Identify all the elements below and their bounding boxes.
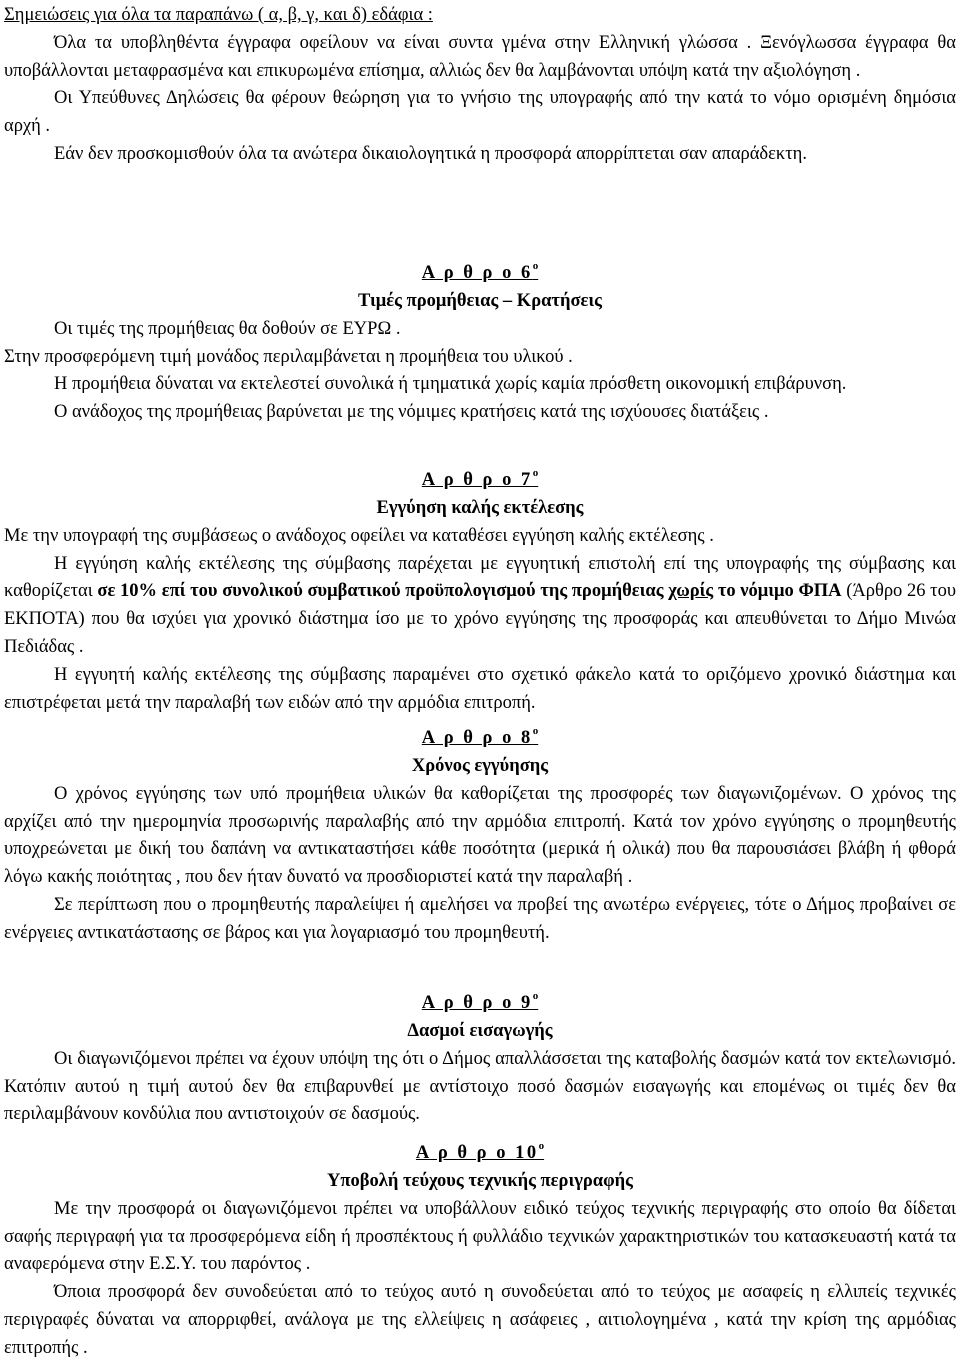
article-10-ordinal: ο bbox=[538, 1140, 545, 1152]
article-7-number: Α ρ θ ρ ο 7 bbox=[421, 470, 533, 491]
article-7-title: Εγγύηση καλής εκτέλεσης bbox=[376, 497, 584, 518]
article-7-section bbox=[4, 462, 956, 717]
article-8-heading bbox=[4, 720, 956, 753]
article-8-number: Α ρ θ ρ ο 8 bbox=[421, 728, 533, 749]
article-7-ordinal: ο bbox=[532, 467, 539, 479]
article-8-section bbox=[4, 720, 956, 948]
article-9-ordinal: ο bbox=[532, 990, 539, 1002]
article-6-paragraph-3: Η προμήθεια δύναται να εκτελεστεί συνολικά ή τμηματικά χωρίς καμία πρόσθετη οικονομική επιβάρυνση. bbox=[54, 374, 847, 395]
article-6-ordinal: ο bbox=[532, 260, 539, 272]
notes-paragraph-3: Εάν δεν προσκομισθούν όλα τα ανώτερα δικαιολογητικά η προσφορά απορρίπτεται σαν απαράδεκτη. bbox=[54, 143, 807, 164]
notes-paragraph-2: Οι Υπεύθυνες Δηλώσεις θα φέρουν θεώρηση για το γνήσιο της υπογραφής από την κατά το νόμο ορισμένη δημόσια αρχή . bbox=[4, 88, 956, 137]
article-10-section bbox=[4, 1135, 956, 1363]
article-7-p2-bold-guarantee: σε 10% επί του συνολικού συμβατικού προϋπολογισμού της προμήθειας bbox=[97, 581, 669, 602]
article-8-paragraph-2: Σε περίπτωση που ο προμηθευτής παραλείψει ή αμελήσει να προβεί της ανωτέρω ενέργειες, τότε ο Δήμος προβαίνει σε ενέργειες αντικατάστασης σε βάρος και για λογαριασμό του προμηθευτή. bbox=[4, 894, 956, 943]
notes-heading: Σημειώσεις για όλα τα παραπάνω ( α, β, γ, και δ) εδάφια : bbox=[4, 5, 433, 25]
article-6-title: Τιμές προμήθειας – Κρατήσεις bbox=[358, 290, 602, 311]
article-6-paragraph-1: Οι τιμές της προμήθειας θα δοθούν σε ΕΥΡΩ . bbox=[54, 318, 401, 339]
article-9-heading bbox=[4, 985, 956, 1018]
article-10-number: Α ρ θ ρ ο 10 bbox=[415, 1143, 539, 1164]
article-7-heading bbox=[4, 462, 956, 495]
article-8-ordinal: ο bbox=[532, 725, 539, 737]
article-9-number: Α ρ θ ρ ο 9 bbox=[421, 993, 533, 1014]
article-9-title: Δασμοί εισαγωγής bbox=[407, 1020, 553, 1041]
article-6-heading bbox=[4, 255, 956, 288]
article-7-paragraph-1: Με την υπογραφή της συμβάσεως ο ανάδοχος οφείλει να καταθέσει εγγύηση καλής εκτέλεσης . bbox=[4, 525, 714, 546]
article-7-p2-bold-vat: το νόμιμο ΦΠΑ bbox=[713, 581, 842, 602]
article-9-section bbox=[4, 985, 956, 1129]
notes-section bbox=[4, 2, 956, 169]
article-6-number: Α ρ θ ρ ο 6 bbox=[421, 263, 533, 284]
notes-paragraph-1: Όλα τα υποβληθέντα έγγραφα οφείλουν να είναι συντα γμένα στην Ελληνική γλώσσα . Ξενόγλωσσα έγγραφα θα υποβάλλονται μεταφρασμένα και επικυρωμένα επίσημα, αλλιώς δεν θα λαμβάνονται υπόψη κατά την αξιολόγηση . bbox=[4, 32, 956, 81]
article-9-paragraph-1: Οι διαγωνιζόμενοι πρέπει να έχουν υπόψη της ότι ο Δήμος απαλλάσσεται της καταβολής δασμών κατά τον εκτελωνισμό. Κατόπιν αυτού η τιμή αυτού δεν θα επιβαρυνθεί με αντίστοιχο ποσό δασμών εισαγωγής και επομένως οι τιμές δεν θα περιλαμβάνουν κονδύλια που αντιστοιχούν σε δασμούς. bbox=[4, 1048, 956, 1125]
article-10-paragraph-2: Όποια προσφορά δεν συνοδεύεται από το τεύχος αυτό η συνοδεύεται από το τεύχος με ασαφείς η ελλιπείς τεχνικές περιγραφές δύναται να απορριφθεί, ανάλογα με της ελλείψεις η ασάφειες , αιτιολογημένα , κατά την κρίση της αρμόδιας επιτροπής . bbox=[4, 1282, 956, 1358]
article-7-p2-text-e: (Άρθρο 26 του ΕΚΠΟΤΑ) που θα ισχύει για χρονικό διάστημα ίσο με το χρόνο εγγύησης της προσφοράς και απευθύνεται το Δήμο Μινώα Πεδιάδας . bbox=[4, 581, 956, 657]
article-10-title: Υποβολή τεύχους τεχνικής περιγραφής bbox=[327, 1170, 633, 1191]
article-10-heading bbox=[4, 1135, 956, 1168]
article-7-paragraph-2 bbox=[4, 551, 956, 662]
article-8-title: Χρόνος εγγύησης bbox=[411, 755, 549, 776]
article-7-p2-bold-without: χωρίς bbox=[668, 581, 714, 602]
article-6-paragraph-4: Ο ανάδοχος της προμήθειας βαρύνεται με της νόμιμες κρατήσεις κατά της ισχύουσες διατάξεις . bbox=[54, 402, 769, 423]
article-7-paragraph-3: Η εγγυητή καλής εκτέλεσης της σύμβασης παραμένει στο σχετικό φάκελο κατά το οριζόμενο χρονικό διάστημα και επιστρέφεται μετά την παραλαβή των ειδών από την αρμόδια επιτροπή. bbox=[4, 664, 956, 713]
article-7-p2-text-a: Η εγγύηση καλής εκτέλεσης της σύμβασης παρέχεται με εγγυητική επιστολή επί της υπογραφής της σύμβασης και καθορίζεται bbox=[4, 553, 956, 602]
article-8-paragraph-1: Ο χρόνος εγγύησης των υπό προμήθεια υλικών θα καθορίζεται της προσφορές των διαγωνιζομένων. Ο χρόνος της αρχίζει από την ημερομηνία προσωρινής παραλαβής από την αρμόδια επιτροπή. Κατά τον χρόνο εγγύησης ο προμηθευτής υποχρεώνεται με δική του δαπάνη να αντικαταστήσει κάθε ποσότητα (μερικά ή ολικά) που θα παρουσιάσει βλάβη ή φθορά λόγω κακής ποιότητας , που δεν ήταν δυνατό να προσδιοριστεί κατά την παραλαβή . bbox=[4, 783, 956, 888]
article-6-paragraph-2: Στην προσφερόμενη τιμή μονάδος περιλαμβάνεται η προμήθεια του υλικού . bbox=[4, 346, 573, 367]
article-10-paragraph-1: Με την προσφορά οι διαγωνιζόμενοι πρέπει να υποβάλλουν ειδικό τεύχος τεχνικής περιγραφής στο οποίο θα δίδεται σαφής περιγραφή για τα προσφερόμενα είδη ή προσπέκτους ή φυλλάδιο τεχνικών χαρακτηριστικών του κατασκευαστή κατά τα αναφερόμενα στην Ε.Σ.Υ. του παρόντος . bbox=[4, 1198, 956, 1275]
article-6-section bbox=[4, 255, 956, 427]
